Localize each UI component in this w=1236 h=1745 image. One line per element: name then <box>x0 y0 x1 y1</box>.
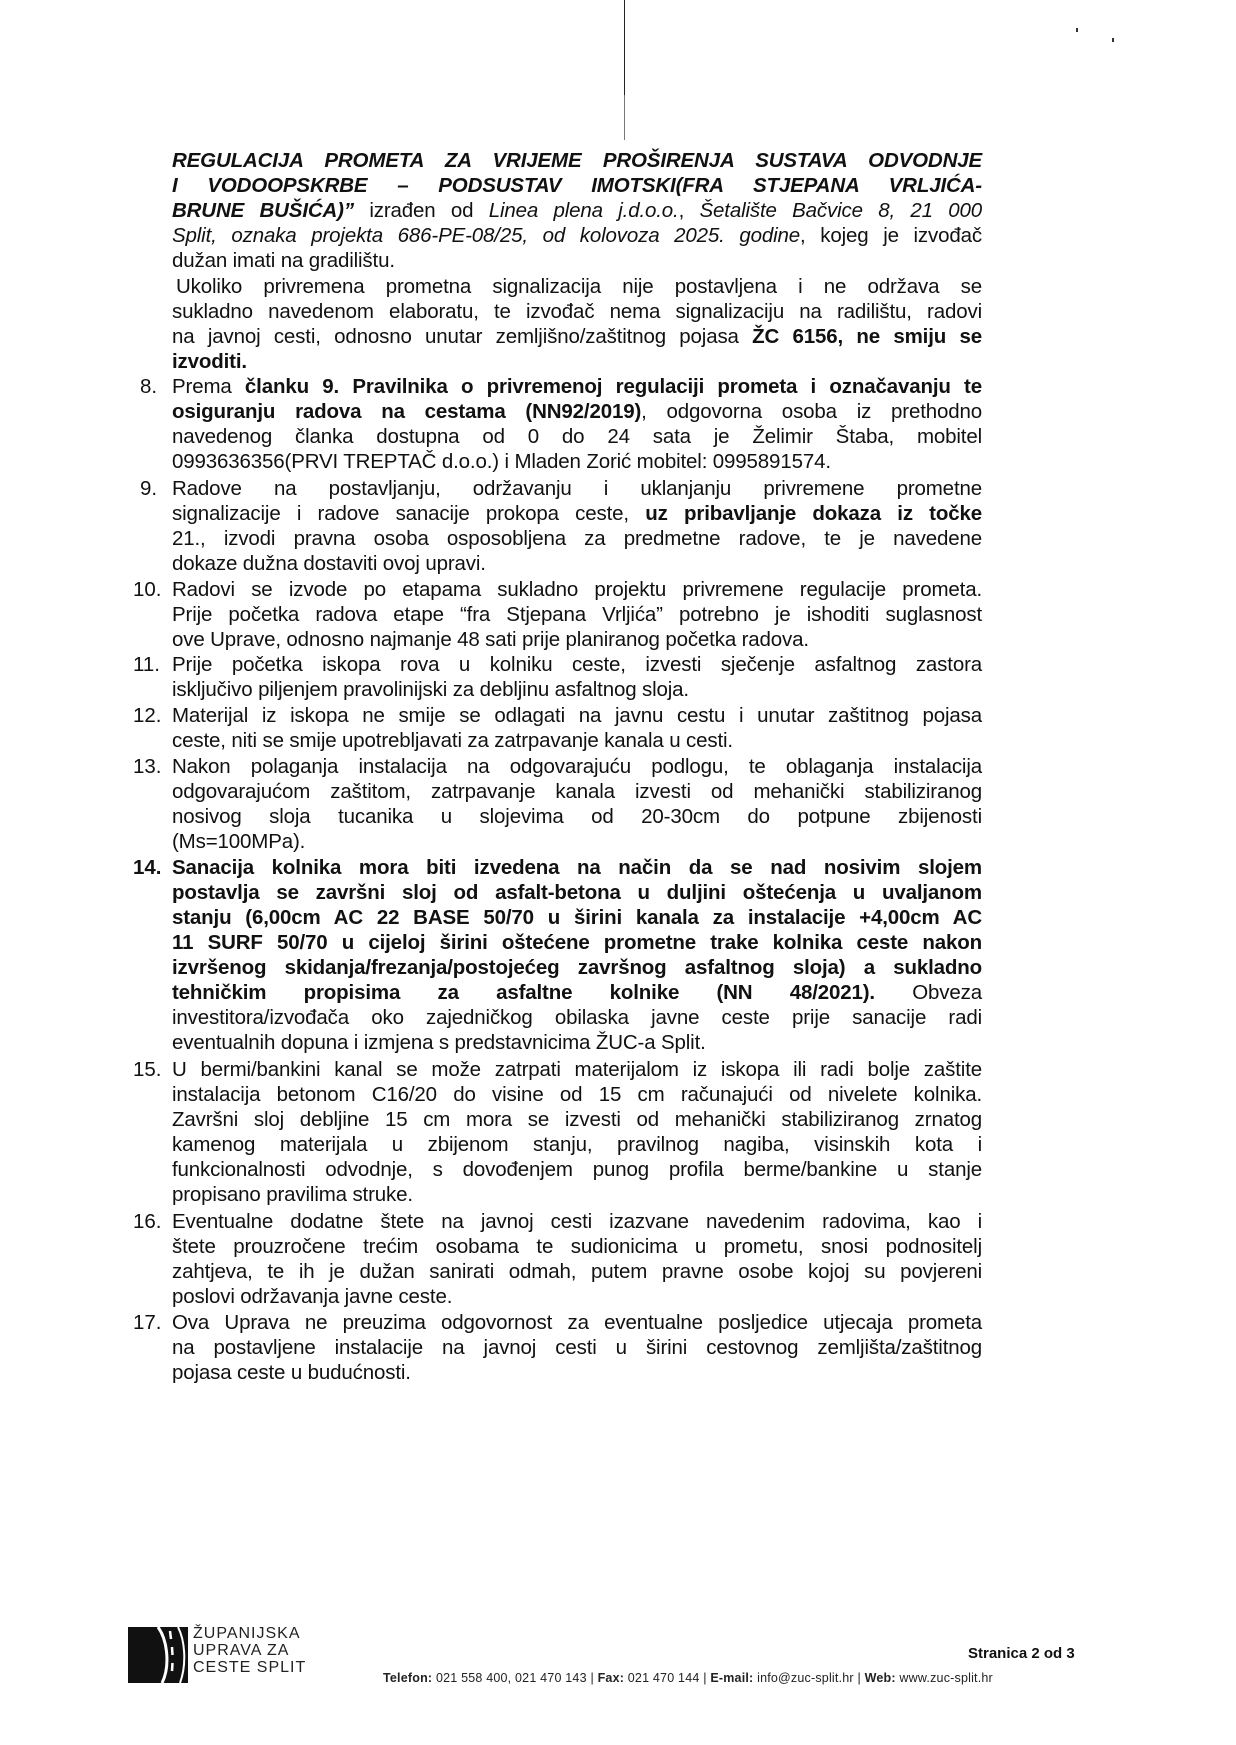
logo-line: ŽUPANIJSKA <box>193 1625 301 1642</box>
item-number: 10. <box>133 578 162 601</box>
intro-text: dužan imati na gradilištu. <box>172 249 395 272</box>
item-9-line: dokaze dužna dostaviti ovoj upravi. <box>172 552 486 575</box>
item-13-line: odgovarajućom zaštitom, zatrpavanje kanala izvesti od mehanički stabiliziranog <box>172 780 982 803</box>
intro-line: BRUNE BUŠIĆA)” izrađen od Linea plena j.d.o.o., Šetalište Bačvice 8, 21 000 <box>172 199 983 222</box>
item-15-line: Završni sloj debljine 15 cm mora se izvesti od mehanički stabiliziranog zrnatog <box>172 1108 982 1131</box>
separator: | <box>857 1671 861 1685</box>
item-14-line: tehničkim propisima za asfaltne kolnike (NN 48/2021). Obveza <box>172 981 982 1004</box>
item-14-line: 11 SURF 50/70 u cijeloj širini oštećene prometne trake kolnika ceste nakon <box>172 931 982 954</box>
email-link[interactable]: info@zuc-split.hr <box>757 1671 854 1685</box>
item-number: 14. <box>133 856 162 879</box>
item-14-line: stanju (6,00cm AC 22 BASE 50/70 u širini kanala za instalacije +4,00cm AC <box>172 906 982 929</box>
item-number: 15. <box>133 1058 162 1081</box>
intro-line <box>172 148 982 173</box>
item-17-line: pojasa ceste u budućnosti. <box>172 1361 411 1384</box>
warning-text: sukladno navedenom elaboratu, te izvođač nema signalizaciju na radilištu, radovi <box>172 300 982 323</box>
separator: | <box>703 1671 707 1685</box>
fax-label: Fax: <box>597 1671 625 1685</box>
item-9-line: signalizacije i radove sanacije prokopa ceste, uz pribavljanje dokaza iz točke <box>172 502 982 525</box>
warning-text: Ukoliko privremena prometna signalizacija nije postavljena i ne održava se <box>176 275 982 298</box>
item-number: 16. <box>133 1210 162 1233</box>
warning-line <box>172 349 982 374</box>
item-17-line: na postavljene instalacije na javnoj cesti u širini cestovnog zemljišta/zaštitnog <box>172 1336 982 1359</box>
item-14-line: investitora/izvođača oko zajedničkog obilaska javne ceste prije sanacije radi <box>172 1006 982 1029</box>
item-15-line: funkcionalnosti odvodnje, s dovođenjem punog profila berme/bankine u stanje <box>172 1158 982 1181</box>
item-8-line: navedenog članka dostupna od 0 do 24 sata je Želimir Štaba, mobitel <box>172 425 982 448</box>
item-16-line: Eventualne dodatne štete na javnoj cesti izazvane navedenim radovima, kao i <box>172 1210 982 1233</box>
item-number: 17. <box>133 1311 162 1334</box>
web-label: Web: <box>864 1671 896 1685</box>
item-8-line: Prema članku 9. Pravilnika o privremenoj regulaciji prometa i označavanju te <box>172 375 982 398</box>
item-8-line: osiguranju radova na cestama (NN92/2019), odgovorna osoba iz prethodno <box>172 400 982 423</box>
item-16-line: zahtjeva, te ih je dužan sanirati odmah, putem pravne osobe kojoj su povjereni <box>172 1260 982 1283</box>
item-15-line: instalacija betonom C16/20 do visine od 15 cm računajući od nivelete kolnika. <box>172 1083 982 1106</box>
intro-line: Split, oznaka projekta 686-PE-08/25, od kolovoza 2025. godine, kojeg je izvođač <box>172 224 982 247</box>
warning-line <box>176 274 982 299</box>
item-17-line: Ova Uprava ne preuzima odgovornost za eventualne posljedice utjecaja prometa <box>172 1311 982 1334</box>
item-11-line: Prije početka iskopa rova u kolniku ceste, izvesti sječenje asfaltnog zastora <box>172 653 982 676</box>
road-logo-icon <box>128 1627 188 1683</box>
item-number: 11. <box>133 653 160 676</box>
item-15-line: kamenog materijala u zbijenom stanju, pravilnog nagiba, visinskih kota i <box>172 1133 982 1156</box>
item-13-line: (Ms=100MPa). <box>172 830 306 853</box>
item-16-line: poslovi održavanja javne ceste. <box>172 1285 453 1308</box>
intro-line <box>172 248 982 273</box>
email-label: E-mail: <box>710 1671 754 1685</box>
item-8-line: 0993636356(PRVI TREPTAČ d.o.o.) i Mladen Zorić mobitel: 0995891574. <box>172 450 831 473</box>
item-11-line: isključivo piljenjem pravolinijski za debljinu asfaltnog sloja. <box>172 678 689 701</box>
separator: | <box>590 1671 594 1685</box>
item-9-line: 21., izvodi pravna osoba osposobljena za predmetne radove, te je navedene <box>172 527 982 550</box>
scan-line-artifact <box>624 95 625 140</box>
warning-line: na javnoj cesti, odnosno unutar zemljišno/zaštitnog pojasa ŽC 6156, ne smiju se <box>172 325 982 348</box>
logo-line: CESTE SPLIT <box>193 1659 307 1676</box>
contact-line <box>383 1671 993 1685</box>
warning-text: izvoditi. <box>172 350 247 373</box>
intro-line <box>172 173 982 198</box>
web-link[interactable]: www.zuc-split.hr <box>899 1671 993 1685</box>
organization-logo-text <box>193 1625 306 1676</box>
intro-text: REGULACIJA PROMETA ZA VRIJEME PROŠIRENJA SUSTAVA ODVODNJE <box>172 149 982 172</box>
page-number: Stranica 2 od 3 <box>968 1645 1075 1662</box>
item-13-line: nosivog sloja tucanika u slojevima od 20-30cm do potpune zbijenosti <box>172 805 982 828</box>
warning-line <box>172 299 982 324</box>
item-14-line: izvršenog skidanja/frezanja/postojećeg završnog asfaltnog sloja) a sukladno <box>172 956 982 979</box>
item-15-line: propisano pravilima struke. <box>172 1183 413 1206</box>
item-14-line: postavlja se završni sloj od asfalt-betona u duljini oštećenja u uvaljanom <box>172 881 982 904</box>
item-14-line: Sanacija kolnika mora biti izvedena na način da se nad nosivim slojem <box>172 856 982 879</box>
fax-value: 021 470 144 <box>627 1671 700 1685</box>
scan-speck <box>1076 28 1078 32</box>
item-12-line: ceste, niti se smije upotrebljavati za zatrpavanje kanala u cesti. <box>172 729 733 752</box>
phone-value: 021 558 400, 021 470 143 <box>435 1671 587 1685</box>
item-15-line: U bermi/bankini kanal se može zatrpati materijalom iz iskopa ili radi bolje zaštite <box>172 1058 982 1081</box>
item-12-line: Materijal iz iskopa ne smije se odlagati na javnu cestu i unutar zaštitnog pojasa <box>172 704 982 727</box>
item-number: 9. <box>140 477 158 500</box>
item-number: 13. <box>133 755 162 778</box>
item-10-line: Prije početka radova etape “fra Stjepana Vrljića” potrebno je ishoditi suglasnost <box>172 603 982 626</box>
scan-speck <box>1112 38 1114 42</box>
logo-line: UPRAVA ZA <box>193 1642 290 1659</box>
item-number: 12. <box>133 704 162 727</box>
item-14-line: eventualnih dopuna i izmjena s predstavnicima ŽUC-a Split. <box>172 1031 706 1054</box>
intro-text: I VODOOPSKRBE – PODSUSTAV IMOTSKI(FRA STJEPANA VRLJIĆA- <box>172 174 982 197</box>
phone-label: Telefon: <box>383 1671 433 1685</box>
item-10-line: Radovi se izvode po etapama sukladno projektu privremene regulacije prometa. <box>172 578 982 601</box>
item-9-line: Radove na postavljanju, održavanju i uklanjanju privremene prometne <box>172 477 982 500</box>
scan-line-artifact <box>624 0 625 95</box>
item-16-line: štete prouzročene trećim osobama te sudionicima u prometu, snosi podnositelj <box>172 1235 982 1258</box>
item-10-line: ove Uprave, odnosno najmanje 48 sati prije planiranog početka radova. <box>172 628 809 651</box>
item-number: 8. <box>140 375 158 398</box>
item-13-line: Nakon polaganja instalacija na odgovarajuću podlogu, te oblaganja instalacija <box>172 755 982 778</box>
